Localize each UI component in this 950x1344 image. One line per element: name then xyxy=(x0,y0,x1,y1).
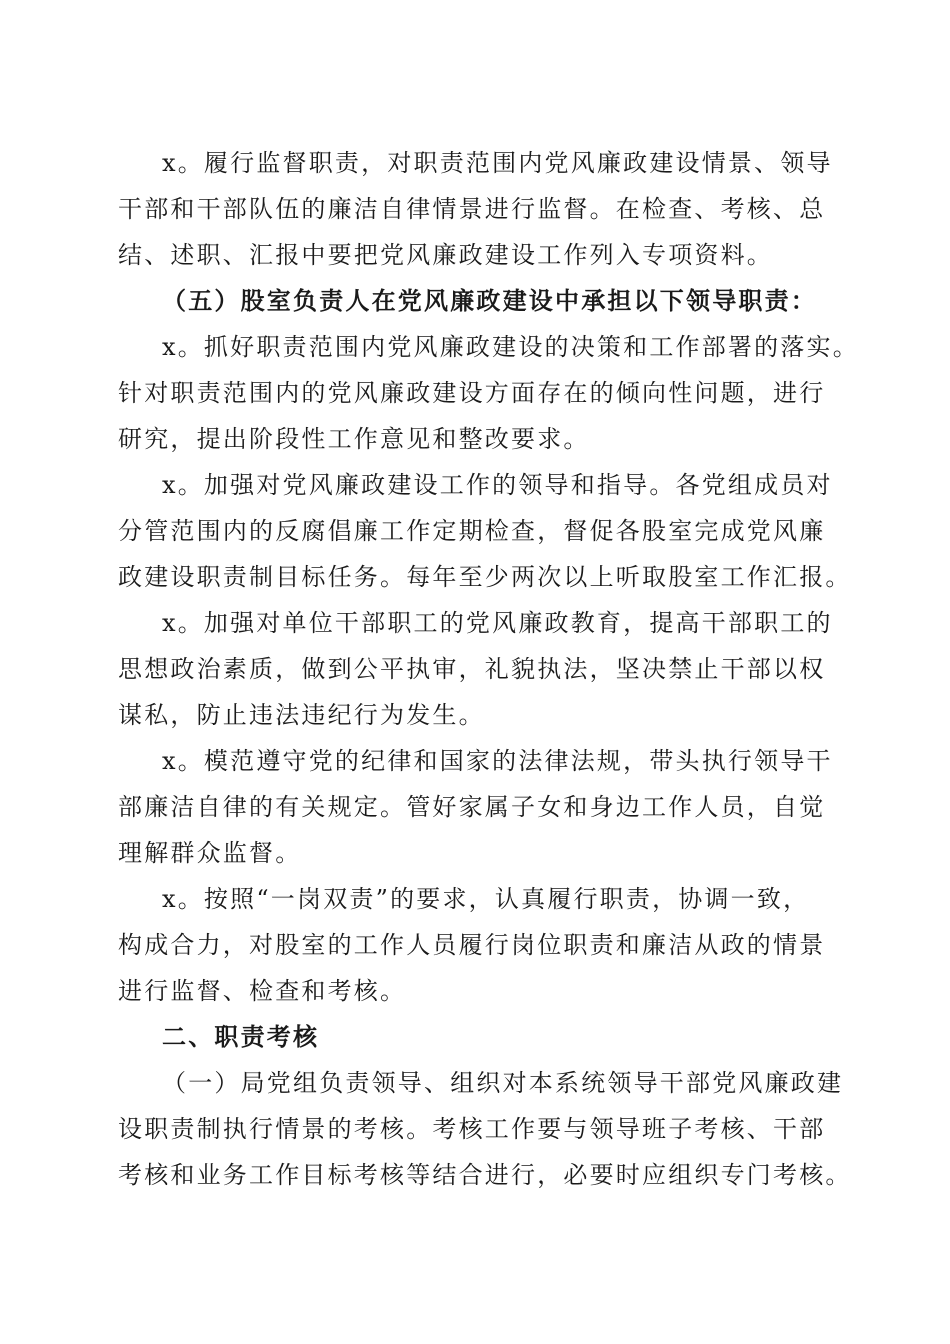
paragraph-line: 构成合力，对股室的工作人员履行岗位职责和廉洁从政的情景 xyxy=(118,931,826,959)
paragraph-line: 谋私，防止违法违纪行为发生。 xyxy=(118,701,485,729)
paragraph-line: 分管范围内的反腐倡廉工作定期检查，督促各股室完成党风廉 xyxy=(118,517,826,545)
paragraph-line: 结、述职、汇报中要把党风廉政建设工作列入专项资料。 xyxy=(118,241,773,269)
section-heading: 二、职责考核 xyxy=(162,1022,320,1051)
paragraph-line: 进行监督、检查和考核。 xyxy=(118,977,407,1005)
paragraph-line: 干部和干部队伍的廉洁自律情景进行监督。在检查、考核、总 xyxy=(118,195,826,223)
paragraph-line: x。按照“一岗双责”的要求，认真履行职责，协调一致， xyxy=(162,885,810,913)
paragraph-line: （一）局党组负责领导、组织对本系统领导干部党风廉政建 xyxy=(162,1069,844,1097)
paragraph-line: 理解群众监督。 xyxy=(118,839,302,867)
document-page xyxy=(118,140,859,1198)
paragraph-line: 部廉洁自律的有关规定。管好家属子女和身边工作人员，自觉 xyxy=(118,793,826,821)
paragraph-line: x。抓好职责范围内党风廉政建设的决策和工作部署的落实。 xyxy=(162,333,859,361)
paragraph-line: 研究，提出阶段性工作意见和整改要求。 xyxy=(118,425,590,453)
paragraph-line: 设职责制执行情景的考核。考核工作要与领导班子考核、干部 xyxy=(118,1115,826,1143)
paragraph-line: x。加强对单位干部职工的党风廉政教育，提高干部职工的 xyxy=(162,609,833,637)
paragraph-line: 考核和业务工作目标考核等结合进行，必要时应组织专门考核。 xyxy=(118,1161,852,1189)
section-heading: （五）股室负责人在党风廉政建设中承担以下领导职责： xyxy=(162,286,817,315)
paragraph-line: 针对职责范围内的党风廉政建设方面存在的倾向性问题，进行 xyxy=(118,379,826,407)
paragraph-line: x。履行监督职责，对职责范围内党风廉政建设情景、领导 xyxy=(162,149,833,177)
paragraph-line: x。加强对党风廉政建设工作的领导和指导。各党组成员对 xyxy=(162,471,833,499)
paragraph-line: 政建设职责制目标任务。每年至少两次以上听取股室工作汇报。 xyxy=(118,563,852,591)
paragraph-line: x。模范遵守党的纪律和国家的法律法规，带头执行领导干 xyxy=(162,747,833,775)
paragraph-line: 思想政治素质，做到公平执审，礼貌执法，坚决禁止干部以权 xyxy=(118,655,826,683)
